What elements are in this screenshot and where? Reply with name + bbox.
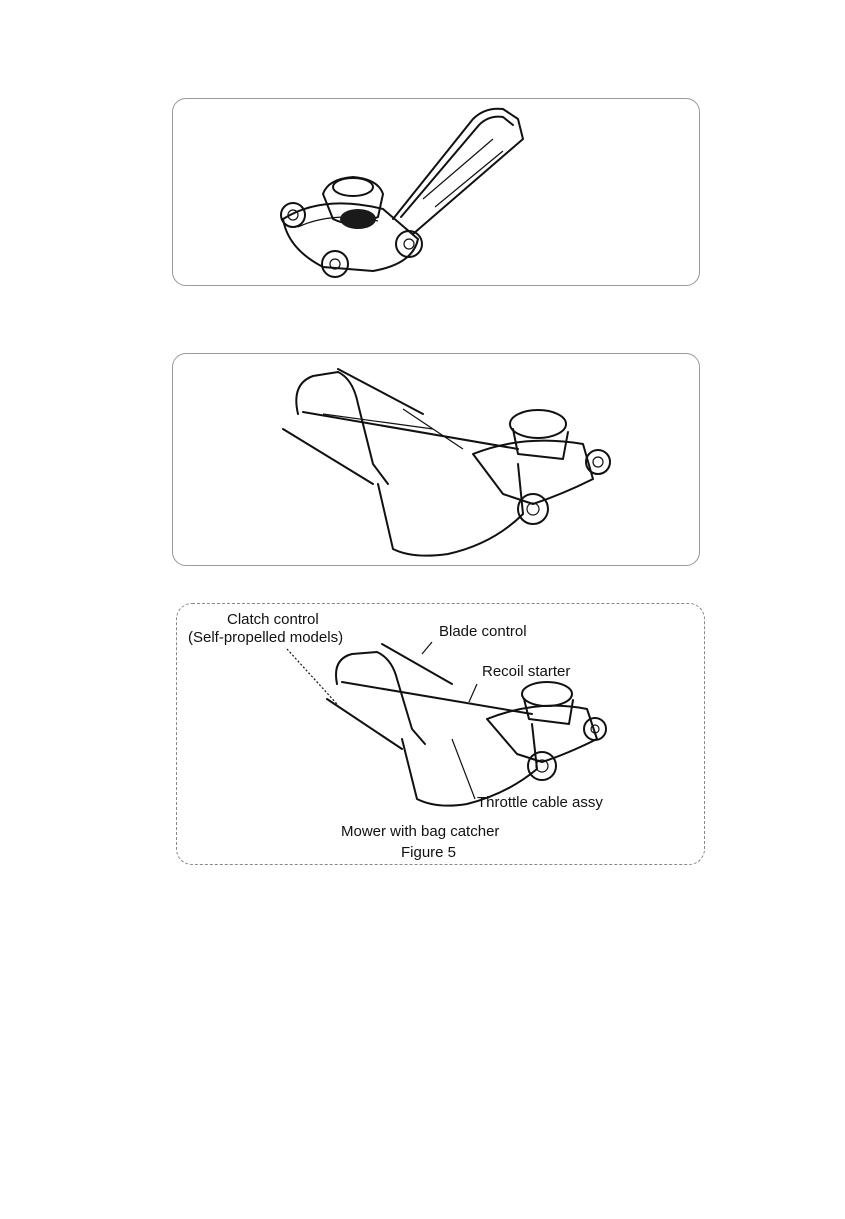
mower-bag-drawing	[173, 354, 699, 565]
blade-control-label: Blade control	[439, 623, 527, 640]
figure-caption: Mower with bag catcher	[341, 823, 500, 840]
mower-bag-illustration-panel	[172, 353, 700, 566]
self-propelled-label: (Self-propelled models)	[188, 629, 344, 646]
throttle-cable-label: Throttle cable assy	[477, 794, 603, 811]
mower-drawing	[173, 99, 699, 285]
recoil-starter-label: Recoil starter	[482, 663, 571, 680]
figure-number: Figure 5	[401, 844, 457, 861]
mower-illustration-panel	[172, 98, 700, 286]
clatch-control-label: Clatch control	[227, 611, 319, 628]
